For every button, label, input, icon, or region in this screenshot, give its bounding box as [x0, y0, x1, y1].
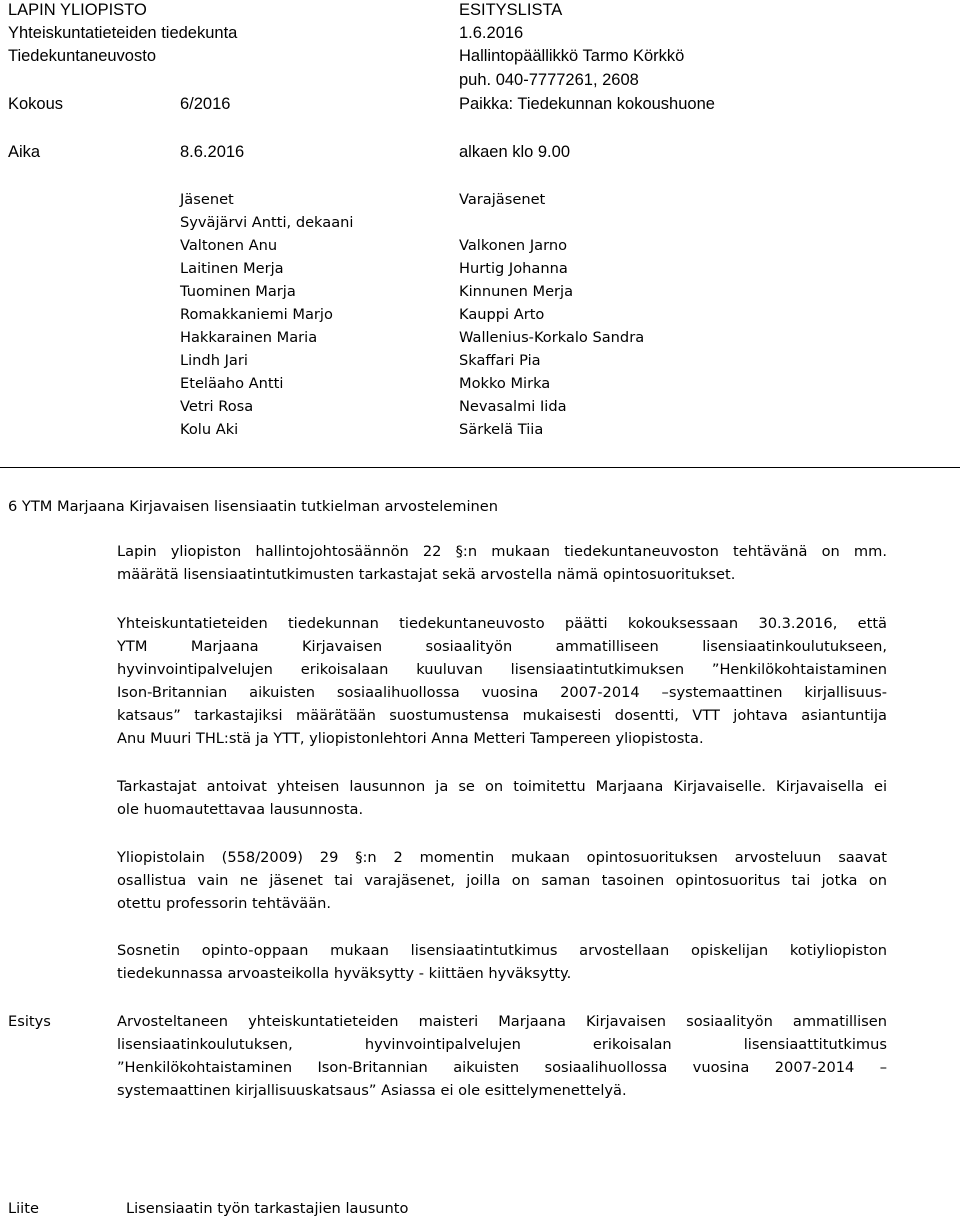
- deputy-item: Hurtig Johanna: [459, 260, 568, 277]
- paragraph-university-act: [117, 846, 887, 915]
- proposal-text: [117, 1010, 887, 1102]
- text-line: määrätä lisensiaatintutkimusten tarkastajat sekä arvostella nämä opintosuoritukset.: [117, 566, 736, 583]
- member-item: Tuominen Marja: [180, 283, 296, 300]
- paragraph-grading-scale: [117, 939, 887, 985]
- document-type: ESITYSLISTA: [459, 1, 563, 19]
- text-line: otettu professorin tehtävään.: [117, 895, 332, 912]
- member-item: Hakkarainen Maria: [180, 329, 318, 346]
- member-item: Vetri Rosa: [180, 398, 254, 415]
- member-item: Eteläaho Antti: [180, 375, 284, 392]
- text-line: Sosnetin opinto-oppaan mukaan lisensiaatintutkimus arvostellaan opiskelijan kotiyliopiston: [117, 942, 887, 959]
- attachment-label: Liite: [8, 1200, 39, 1217]
- text-line: YTM Marjaana Kirjavaisen sosiaalityön ammatilliseen lisensiaatinkoulutukseen,: [117, 638, 887, 655]
- text-line: Arvosteltaneen yhteiskuntatieteiden maisteri Marjaana Kirjavaisen sosiaalityön ammatillisen: [117, 1013, 887, 1030]
- deputy-item: Kinnunen Merja: [459, 283, 574, 300]
- text-line: hyvinvointipalvelujen erikoisalaan kuuluvan lisensiaatintutkimuksen ”Henkilökohtaistaminen: [117, 661, 887, 678]
- text-line: Ison-Britannian aikuisten sosiaalihuollossa vuosina 2007-2014 –systemaattinen kirjallisuus-: [117, 684, 887, 701]
- time-label: Aika: [8, 143, 41, 161]
- paragraph-regulation: [117, 540, 887, 586]
- faculty-name: Yhteiskuntatieteiden tiedekunta: [8, 24, 238, 42]
- member-item: Valtonen Anu: [180, 237, 278, 254]
- university-name: LAPIN YLIOPISTO: [8, 1, 147, 19]
- member-item: Laitinen Merja: [180, 260, 284, 277]
- text-line: Yliopistolain (558/2009) 29 §:n 2 momentin mukaan opintosuorituksen arvosteluun saavat: [117, 849, 887, 866]
- meeting-start-time: alkaen klo 9.00: [459, 143, 570, 161]
- member-item: Lindh Jari: [180, 352, 248, 369]
- text-line: lisensiaatinkoulutuksen, hyvinvointipalvelujen erikoisalan lisensiaattitutkimus: [117, 1036, 887, 1053]
- meeting-date: 8.6.2016: [180, 143, 245, 161]
- members-column: [180, 188, 353, 441]
- member-item: Romakkaniemi Marjo: [180, 306, 333, 323]
- member-item: Syväjärvi Antti, dekaani: [180, 214, 354, 231]
- section-divider: [0, 467, 960, 468]
- board-name: Tiedekuntaneuvosto: [8, 47, 156, 65]
- text-line: tiedekunnassa arvoasteikolla hyväksytty - kiittäen hyväksytty.: [117, 965, 572, 982]
- text-line: katsaus” tarkastajiksi määrätään suostumustensa mukaisesti dosentti, VTT johtava asiantuntija: [117, 707, 887, 724]
- agenda-item-title: 6 YTM Marjaana Kirjavaisen lisensiaatin tutkielman arvosteleminen: [8, 498, 499, 515]
- proposal-label: Esitys: [8, 1013, 51, 1030]
- phone: puh. 040-7777261, 2608: [459, 71, 639, 89]
- member-item: Kolu Aki: [180, 421, 239, 438]
- document-date: 1.6.2016: [459, 24, 524, 42]
- text-line: systemaattinen kirjallisuuskatsaus” Asiassa ei ole esittelymenettelyä.: [117, 1082, 627, 1099]
- text-line: ”Henkilökohtaistaminen Ison-Britannian aikuisten sosiaalihuollossa vuosina 2007-2014 –: [117, 1059, 887, 1076]
- text-line: Anu Muuri THL:stä ja YTT, yliopistonlehtori Anna Metteri Tampereen yliopistosta.: [117, 730, 704, 747]
- deputy-item: Valkonen Jarno: [459, 237, 567, 254]
- paragraph-statement: [117, 775, 887, 821]
- paragraph-examiners: [117, 612, 887, 750]
- attachment-title: Lisensiaatin työn tarkastajien lausunto: [126, 1200, 409, 1217]
- deputy-item: Wallenius-Korkalo Sandra: [459, 329, 645, 346]
- meeting-number: 6/2016: [180, 95, 231, 113]
- deputy-item: Särkelä Tiia: [459, 421, 544, 438]
- deputies-column: [459, 234, 644, 441]
- text-line: Yhteiskuntatieteiden tiedekunnan tiedekuntaneuvosto päätti kokouksessaan 30.3.2016, että: [117, 615, 887, 632]
- deputy-item: Skaffari Pia: [459, 352, 541, 369]
- deputy-item: Kauppi Arto: [459, 306, 545, 323]
- deputy-item: Mokko Mirka: [459, 375, 551, 392]
- deputy-item: Nevasalmi Iida: [459, 398, 567, 415]
- text-line: osallistua vain ne jäsenet tai varajäsenet, joilla on saman tasoinen opintosuoritus tai jotka on: [117, 872, 887, 889]
- deputies-heading: Varajäsenet: [459, 191, 546, 208]
- presenter: Hallintopäällikkö Tarmo Körkkö: [459, 47, 685, 65]
- meeting-place: Paikka: Tiedekunnan kokoushuone: [459, 95, 715, 113]
- text-line: Tarkastajat antoivat yhteisen lausunnon ja se on toimitettu Marjaana Kirjavaiselle. Kirjavaisella ei: [117, 778, 887, 795]
- text-line: Lapin yliopiston hallintojohtosäännön 22 §:n mukaan tiedekuntaneuvoston tehtävänä on mm.: [117, 543, 887, 560]
- meeting-label: Kokous: [8, 95, 64, 113]
- members-heading: Jäsenet: [180, 191, 234, 208]
- text-line: ole huomautettavaa lausunnosta.: [117, 801, 364, 818]
